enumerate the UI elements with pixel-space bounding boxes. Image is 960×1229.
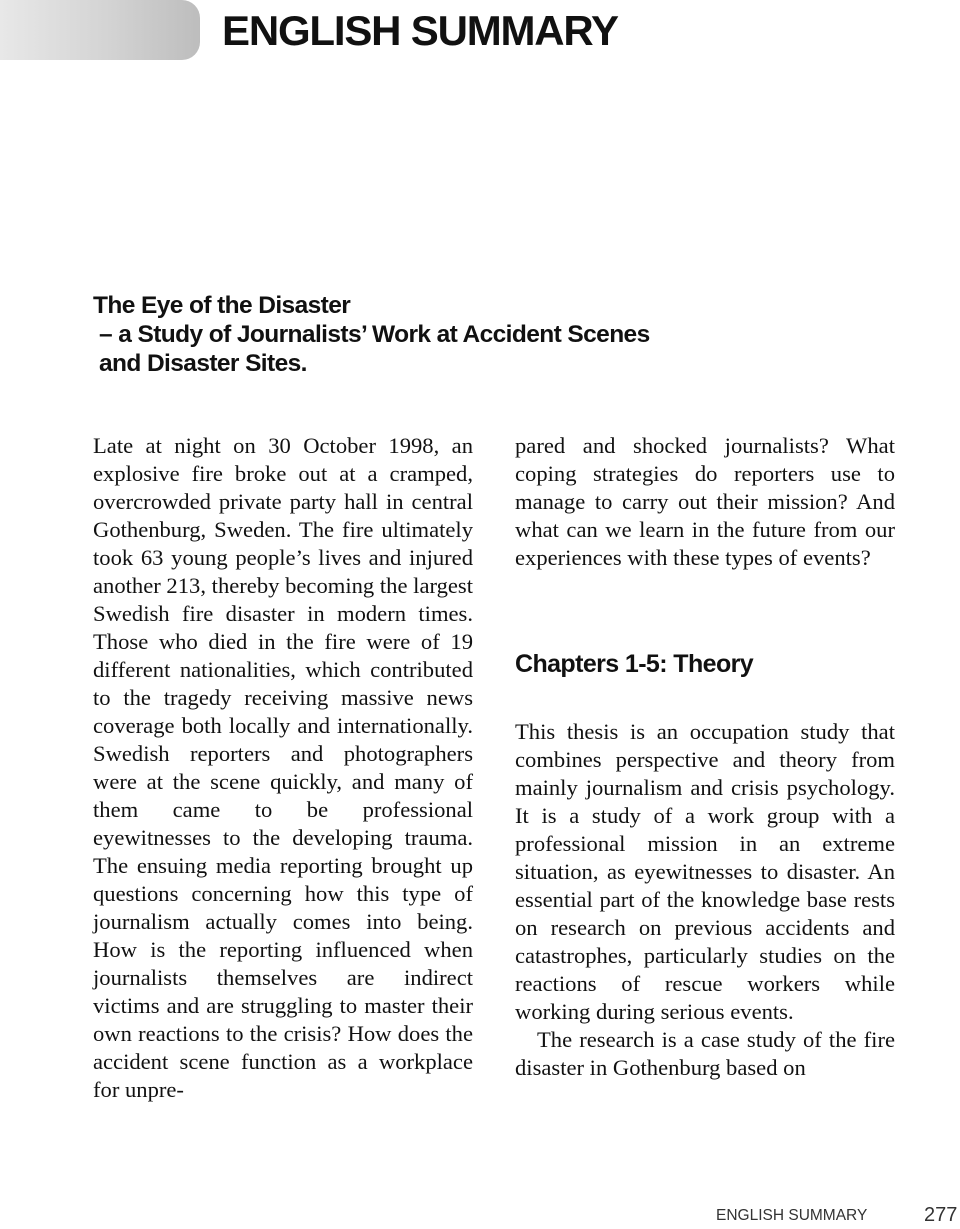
footer-running-title: ENGLISH SUMMARY — [716, 1207, 868, 1224]
document-title-line-2: – a Study of Journalists’ Work at Accident Scenes — [99, 321, 650, 348]
right-column — [515, 432, 895, 1082]
document-title — [93, 291, 650, 378]
header-tab — [0, 0, 200, 60]
page-header-title: ENGLISH SUMMARY — [222, 7, 618, 54]
body-paragraph-3: The research is a case study of the fire disaster in Gothenburg based on — [515, 1027, 895, 1080]
left-column — [93, 432, 473, 1104]
section-heading: Chapters 1-5: Theory — [515, 650, 754, 678]
body-paragraph-1-part-1: Late at night on 30 October 1998, an explosive fire broke out at a cramped, overcrowded private party hall in central Gothenburg, Sweden. The fire ultimately took 63 young people’s lives and injured another 213, thereby becoming the largest Swedish fire disaster in modern times. Those who died in the fire were of 19 different nationalities, which contributed to the tragedy receiving massive news coverage both locally and internationally. Swedish reporters and photographers were at the scene quickly, and many of them came to be professional eyewitnesses to the developing trauma. The ensuing media reporting brought up questions concerning how this type of journalism actually comes into being. How is the reporting influenced when journalists themselves are indirect victims and are struggling to master their own reactions to the crisis? How does the accident scene function as a workplace for unpre- — [93, 433, 473, 1102]
body-paragraph-2: This thesis is an occupation study that combines perspective and theory from mainly journalism and crisis psychology. It is a study of a work group with a professional mission in an extreme situation, as eyewitnesses to disaster. An essential part of the knowledge base rests on research on previous accidents and catastrophes, particularly studies on the reactions of rescue workers while working during serious events. — [515, 719, 895, 1024]
body-paragraph-1-part-2: pared and shocked journalists? What coping strategies do reporters use to manage to carry out their mission? And what can we learn in the future from our experiences with these types of events? — [515, 433, 895, 570]
document-title-line-1: The Eye of the Disaster — [93, 292, 351, 319]
document-title-line-3: and Disaster Sites. — [99, 350, 307, 377]
footer-page-number: 277 — [924, 1204, 958, 1226]
